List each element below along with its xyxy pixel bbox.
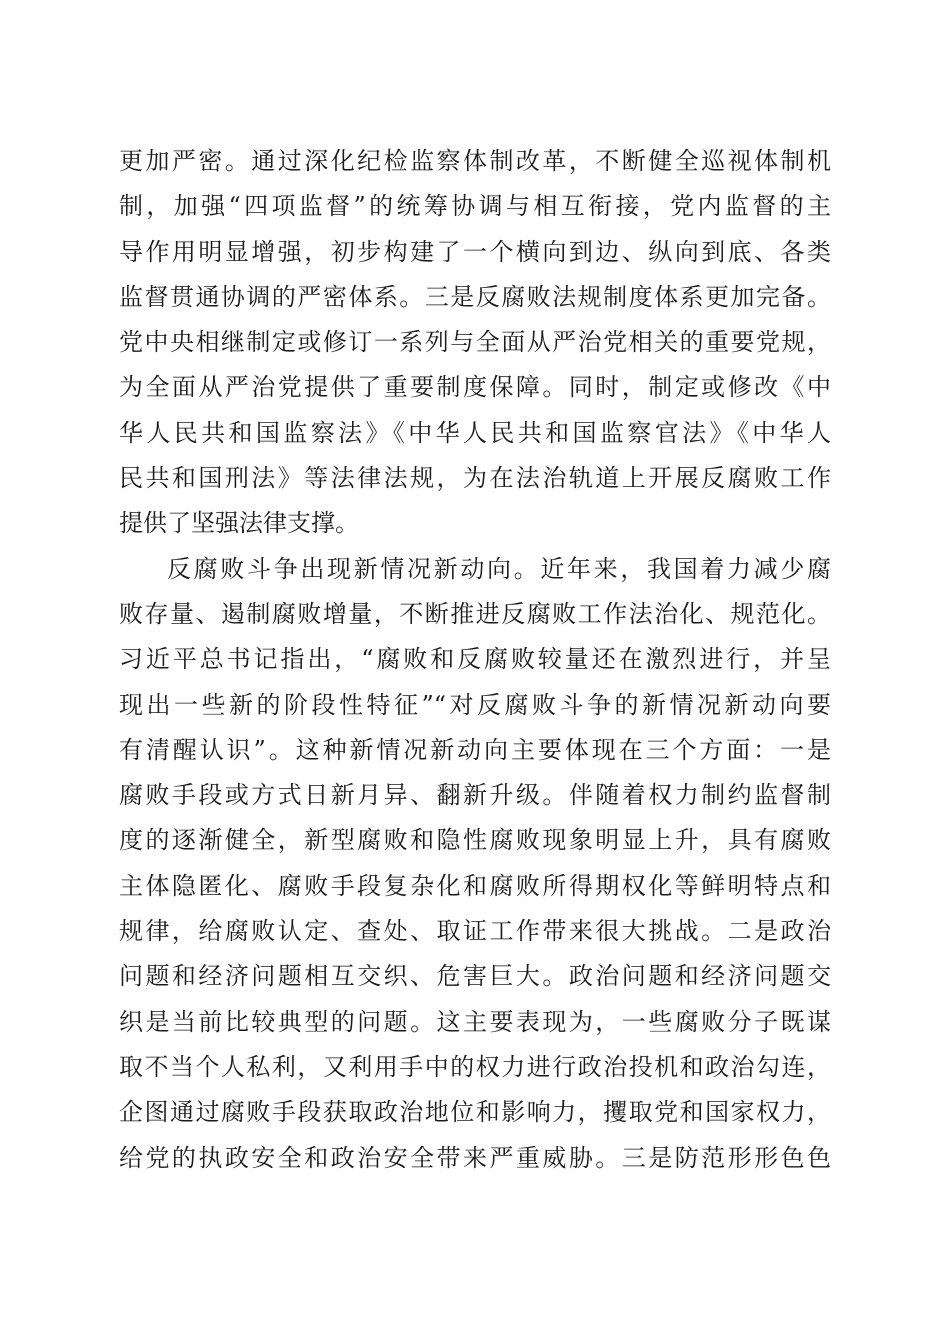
paragraph-1 [119,139,831,547]
text-line: 监督贯通协调的严密体系。三是反腐败法规制度体系更加完备。 [119,282,831,311]
text-line: 反腐败斗争出现新情况新动向。近年来，我国着力减少腐 [167,554,831,583]
text-line: 度的逐渐健全，新型腐败和隐性腐败现象明显上升，具有腐败 [119,826,831,855]
text-line: 腐败手段或方式日新月异、翻新升级。伴随着权力制约监督制 [119,781,831,810]
text-line: 为全面从严治党提供了重要制度保障。同时，制定或修改《中 [119,373,831,402]
text-line: 华人民共和国监察法》《中华人民共和国监察官法》《中华人 [119,418,831,447]
text-line: 主体隐匿化、腐败手段复杂化和腐败所得期权化等鲜明特点和 [119,871,831,900]
text-line: 规律，给腐败认定、查处、取证工作带来很大挑战。二是政治 [119,917,831,946]
text-line: 问题和经济问题相互交织、危害巨大。政治问题和经济问题交 [119,962,831,991]
text-line: 败存量、遏制腐败增量，不断推进反腐败工作法治化、规范化。 [119,599,831,628]
text-line: 导作用明显增强，初步构建了一个横向到边、纵向到底、各类 [119,237,831,266]
paragraph-2 [119,547,831,1181]
text-line: 民共和国刑法》等法律法规，为在法治轨道上开展反腐败工作 [119,464,831,493]
text-line: 企图通过腐败手段获取政治地位和影响力，攫取党和国家权力， [119,1098,831,1127]
text-line: 习近平总书记指出，“腐败和反腐败较量还在激烈进行，并呈 [119,645,831,674]
text-line: 有清醒认识”。这种新情况新动向主要体现在三个方面：一是 [119,735,831,764]
text-line: 现出一些新的阶段性特征”“对反腐败斗争的新情况新动向要 [119,690,831,719]
text-line: 党中央相继制定或修订一系列与全面从严治党相关的重要党规， [119,328,831,357]
text-line: 更加严密。通过深化纪检监察体制改革，不断健全巡视体制机 [119,147,831,175]
text-line: 制，加强“四项监督”的统筹协调与相互衔接，党内监督的主 [119,192,831,221]
body-text [119,139,831,1181]
text-line: 提供了坚强法律支撑。 [119,509,359,538]
text-line: 给党的执政安全和政治安全带来严重威胁。三是防范形形色色 [119,1143,831,1172]
text-line: 取不当个人私利，又利用手中的权力进行政治投机和政治勾连， [119,1052,831,1081]
text-line: 织是当前比较典型的问题。这主要表现为，一些腐败分子既谋 [119,1007,831,1036]
